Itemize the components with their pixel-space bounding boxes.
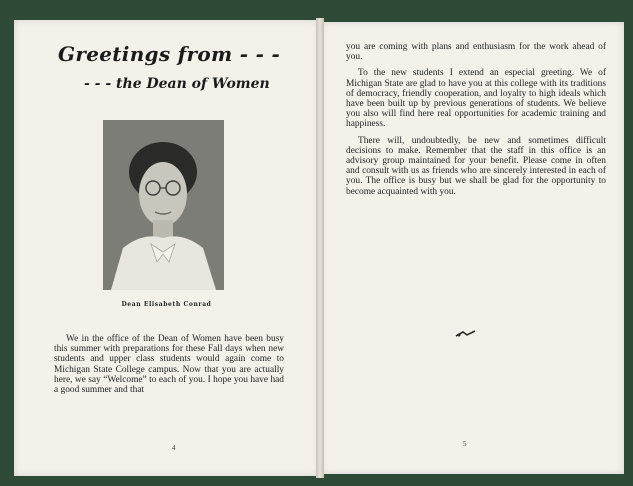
dean-portrait-photo: [103, 120, 224, 290]
new-students-paragraph: To the new students I extend an especial greeting. We of Michigan State are glad to have you at this college with its traditions of democracy, friendly cooperation, and loyalty to high ideals which have been built up by previous generations of students. We believe you also will find here real opportunities for academic training and happiness.: [346, 68, 606, 130]
ornament-mark-icon: [455, 326, 477, 344]
welcome-paragraph: We in the office of the Dean of Women have been busy this summer with preparations for these Fall days when new students and upper class students would again come to Michigan State College campus. Now that you are actually here, we say “Welcome” to each of you. I hope you have had a good summer and that: [54, 334, 284, 396]
portrait-illustration: [103, 120, 224, 290]
photo-caption: Dean Elisabeth Conrad: [121, 301, 212, 308]
continued-paragraph: you are coming with plans and enthusiasm for the work ahead of you.: [346, 42, 606, 63]
page-number-right: 5: [463, 440, 467, 448]
right-body-text: [346, 42, 606, 203]
booklet-spine: [316, 18, 324, 478]
page-number-left: 4: [172, 444, 176, 452]
heading-dean-of-women: - - - the Dean of Women: [84, 76, 270, 92]
advisory-paragraph: There will, undoubtedly, be new and sometimes difficult decisions to make. Remember that the staff in this office is an advisory group maintained for your benefit. Please come in often and consult with us as friends who are sincerely interested in each of you. The office is busy but we shall be glad for the opportunity to become acquainted with you.: [346, 135, 606, 197]
heading-greetings: Greetings from - - -: [58, 42, 281, 66]
left-body-text: [54, 334, 284, 401]
